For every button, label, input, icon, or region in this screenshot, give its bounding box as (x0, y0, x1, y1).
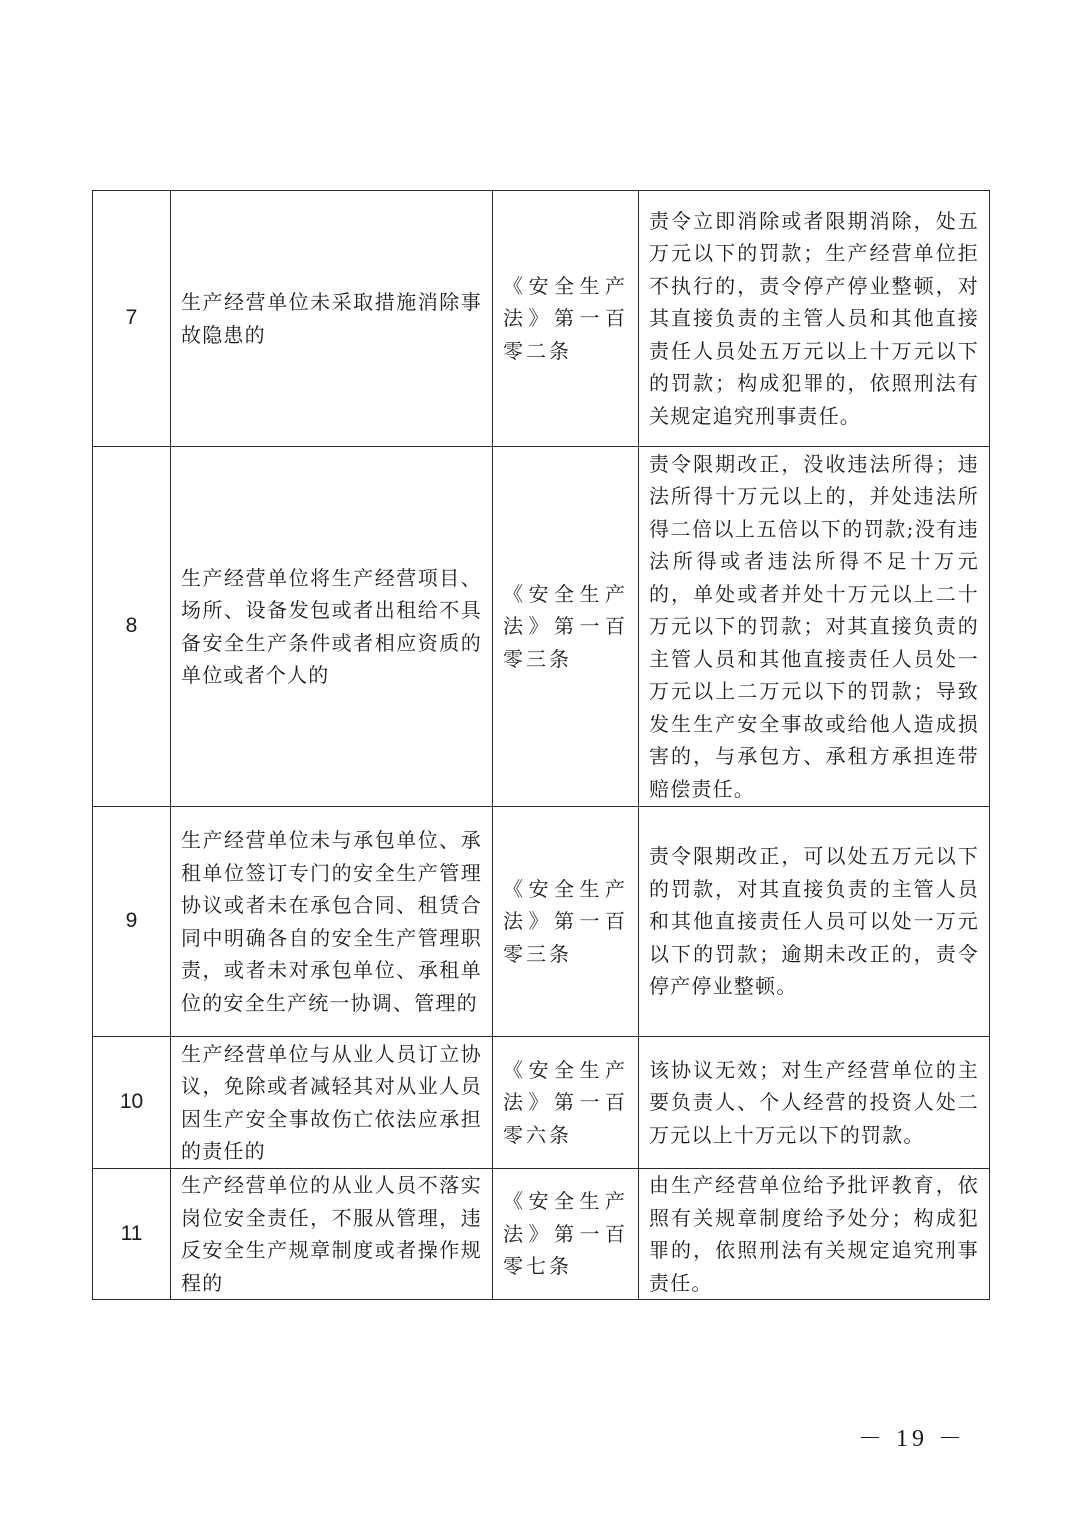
table-row (93, 447, 990, 807)
law-reference-cell: 《安全生产法》第一百零六条 (493, 1037, 639, 1169)
row-number: 8 (93, 447, 171, 807)
row-number: 9 (93, 807, 171, 1037)
violation-cell: 生产经营单位与从业人员订立协议，免除或者减轻其对从业人员因生产安全事故伤亡依法应承担的责任的 (171, 1037, 493, 1169)
law-reference-cell: 《安全生产法》第一百零三条 (493, 807, 639, 1037)
table-row (93, 1169, 990, 1300)
penalty-table (92, 190, 990, 1300)
violation-cell: 生产经营单位未采取措施消除事故隐患的 (171, 191, 493, 447)
table-row (93, 1037, 990, 1169)
row-number: 11 (93, 1169, 171, 1300)
penalty-cell: 责令限期改正，没收违法所得；违法所得十万元以上的，并处违法所得二倍以上五倍以下的罚款;没有违法所得或者违法所得不足十万元的，单处或者并处十万元以上二十万元以下的罚款；对其直接负责的主管人员和其他直接责任人员处一万元以上二万元以下的罚款；导致发生生产安全事故或给他人造成损害的，与承包方、承租方承担连带赔偿责任。 (639, 447, 990, 807)
table-row (93, 191, 990, 447)
violation-cell: 生产经营单位的从业人员不落实岗位安全责任，不服从管理，违反安全生产规章制度或者操作规程的 (171, 1169, 493, 1300)
penalty-cell: 该协议无效；对生产经营单位的主要负责人、个人经营的投资人处二万元以上十万元以下的罚款。 (639, 1037, 990, 1169)
row-number: 7 (93, 191, 171, 447)
row-number: 10 (93, 1037, 171, 1169)
page-number: － 19 － (858, 1426, 966, 1452)
violation-cell: 生产经营单位未与承包单位、承租单位签订专门的安全生产管理协议或者未在承包合同、租赁合同中明确各自的安全生产管理职责，或者未对承包单位、承租单位的安全生产统一协调、管理的 (171, 807, 493, 1037)
law-reference-cell: 《安全生产法》第一百零二条 (493, 191, 639, 447)
penalty-cell: 责令立即消除或者限期消除，处五万元以下的罚款；生产经营单位拒不执行的，责令停产停业整顿，对其直接负责的主管人员和其他直接责任人员处五万元以上十万元以下的罚款；构成犯罪的，依照刑法有关规定追究刑事责任。 (639, 191, 990, 447)
penalty-cell: 责令限期改正，可以处五万元以下的罚款，对其直接负责的主管人员和其他直接责任人员可以处一万元以下的罚款；逾期未改正的，责令停产停业整顿。 (639, 807, 990, 1037)
table-row (93, 807, 990, 1037)
violation-cell: 生产经营单位将生产经营项目、场所、设备发包或者出租给不具备安全生产条件或者相应资质的单位或者个人的 (171, 447, 493, 807)
penalty-cell: 由生产经营单位给予批评教育，依照有关规章制度给予处分；构成犯罪的，依照刑法有关规定追究刑事责任。 (639, 1169, 990, 1300)
law-reference-cell: 《安全生产法》第一百零三条 (493, 447, 639, 807)
law-reference-cell: 《安全生产法》第一百零七条 (493, 1169, 639, 1300)
